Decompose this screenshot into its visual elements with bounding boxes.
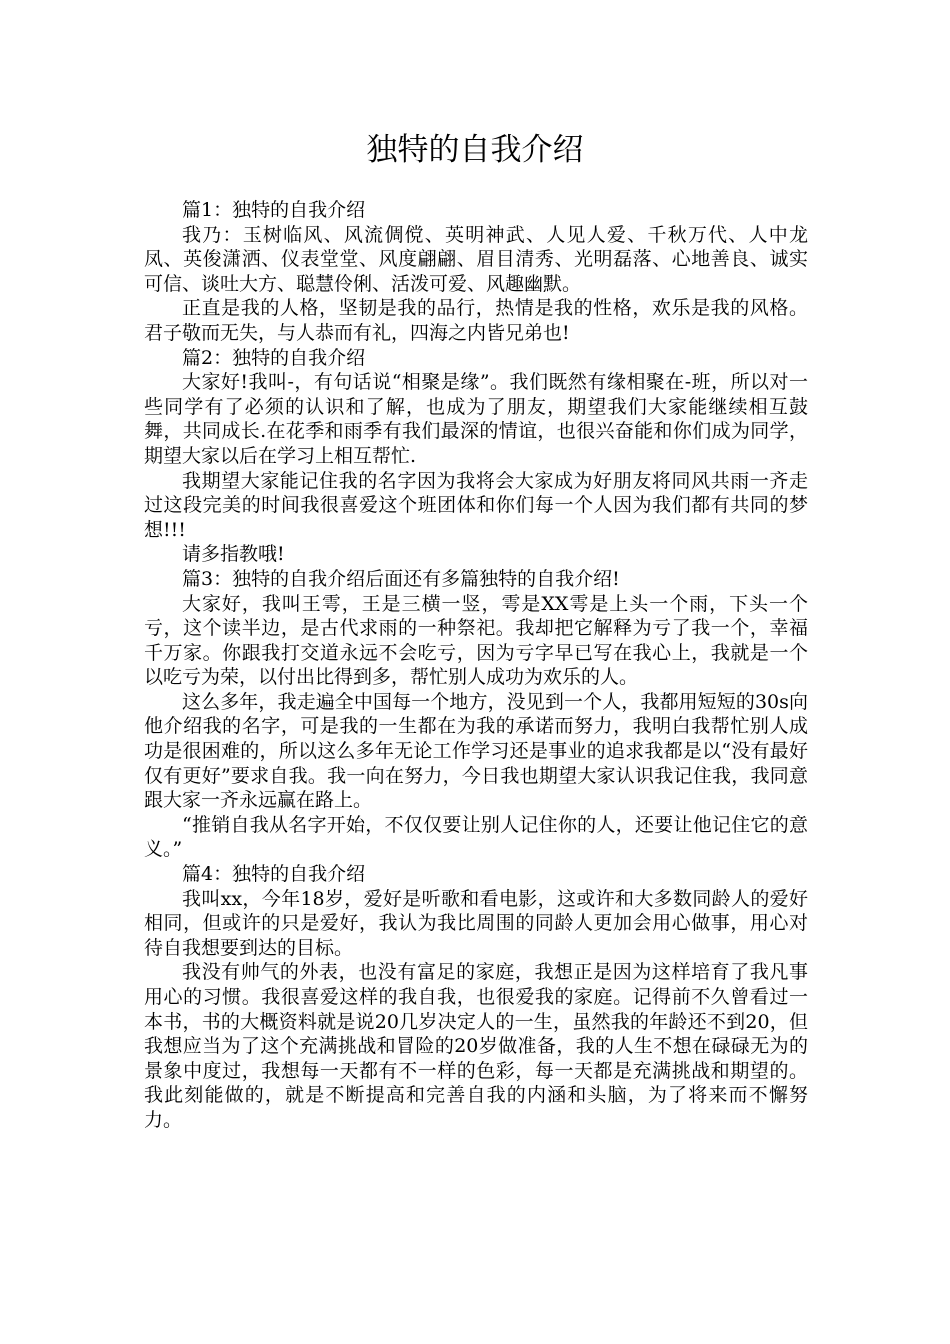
paragraph: 这么多年，我走遍全中国每一个地方，没见到一个人，我都用短短的30s向他介绍我的名字，可是我的一生都在为我的承诺而努力，我明白我帮忙别人成功是很困难的，所以这么多年无论工作学习还是事业的追求我都是以“没有最好仅有更好”要求自我。我一向在努力，今日我也期望大家认识我记住我，我同意跟大家一齐永远赢在路上。 xyxy=(144,690,808,812)
paragraph: 请多指教哦! xyxy=(182,543,285,566)
paragraph: 我乃：玉树临风、风流倜傥、英明神武、人见人爱、千秋万代、人中龙凤、英俊潇洒、仪表堂堂、风度翩翩、眉目清秀、光明磊落、心地善良、诚实可信、谈吐大方、聪慧伶俐、活泼可爱、风趣幽默。 xyxy=(144,223,808,295)
document-body xyxy=(144,198,808,1133)
paragraph: 大家好!我叫-，有句话说“相聚是缘”。我们既然有缘相聚在-班，所以对一些同学有了必须的认识和了解，也成为了朋友，期望我们大家能继续相互鼓舞，共同成长.在花季和雨季有我们最深的情谊，也很兴奋能和你们成为同学，期望大家以后在学习上相互帮忙. xyxy=(144,371,808,467)
paragraph: 篇3：独特的自我介绍后面还有多篇独特的自我介绍! xyxy=(182,567,620,590)
paragraph: 正直是我的人格，坚韧是我的品行，热情是我的性格，欢乐是我的风格。君子敬而无失，与人恭而有礼，四海之内皆兄弟也! xyxy=(144,297,808,344)
paragraph: 我没有帅气的外表，也没有富足的家庭，我想正是因为这样培育了我凡事用心的习惯。我很喜爱这样的我自我，也很爱我的家庭。记得前不久曾看过一本书，书的大概资料就是说20几岁决定人的一生，虽然我的年龄还不到20，但我想应当为了这个充满挑战和冒险的20岁做准备，我的人生不想在碌碌无为的景象中度过，我想每一天都有不一样的色彩，每一天都是充满挑战和期望的。我此刻能做的，就是不断提高和完善自我的内涵和头脑，为了将来而不懈努力。 xyxy=(144,961,808,1131)
paragraph: “推销自我从名字开始，不仅仅要让别人记住你的人，还要让他记住它的意义。” xyxy=(144,813,808,861)
paragraph: 我期望大家能记住我的名字因为我将会大家成为好朋友将同风共雨一齐走过这段完美的时间我很喜爱这个班团体和你们每一个人因为我们都有共同的梦想!!! xyxy=(144,469,808,541)
paragraph: 篇4：独特的自我介绍 xyxy=(182,863,366,886)
paragraph: 我叫xx，今年18岁，爱好是听歌和看电影，这或许和大多数同龄人的爱好相同，但或许的只是爱好，我认为我比周围的同龄人更加会用心做事，用心对待自我想要到达的目标。 xyxy=(144,887,808,959)
paragraph: 篇1：独特的自我介绍 xyxy=(182,199,366,221)
paragraph: 大家好，我叫王雩，王是三横一竖，雩是XX雩是上头一个雨，下头一个亏，这个读半边，是古代求雨的一种祭祀。我却把它解释为亏了我一个，幸福千万家。你跟我打交道永远不会吃亏，因为亏字早已写在我心上，我就是一个以吃亏为荣，以付出比得到多，帮忙别人成功为欢乐的人。 xyxy=(144,592,808,689)
paragraph: 篇2：独特的自我介绍 xyxy=(182,346,366,369)
document-title: 独特的自我介绍 xyxy=(366,132,584,168)
